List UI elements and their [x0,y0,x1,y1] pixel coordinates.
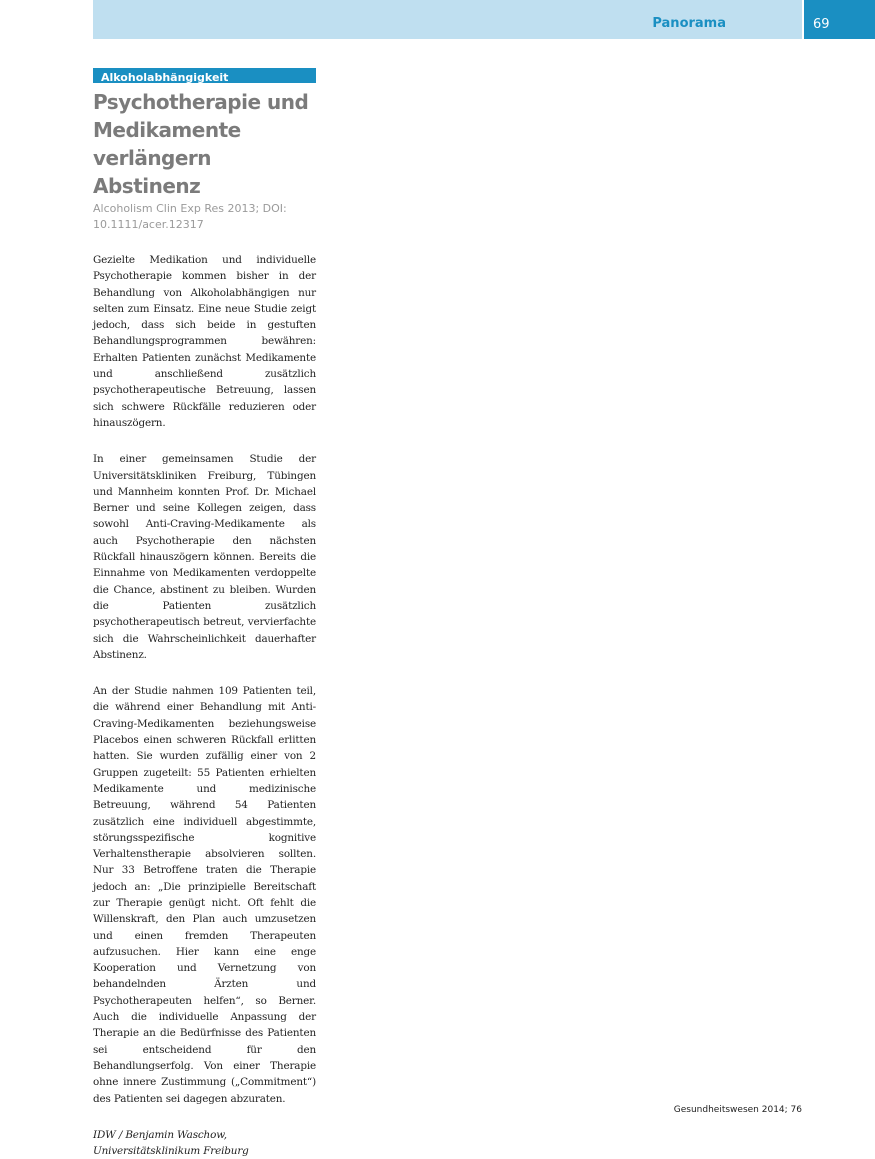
page-number: 69 [813,17,830,32]
category-bar [93,68,316,83]
header-band [93,0,802,39]
page-number-box [804,0,875,39]
article-headline: Psychotherapie und Medikamente verlängern Abstinenz [93,90,309,198]
article-citation: Alcoholism Clin Exp Res 2013; DOI: 10.1111/acer.12317 [93,202,287,231]
paragraph: An der Studie nahmen 109 Patienten teil, die während einer Behandlung mit Anti-Craving-Medikamenten beziehungsweise Placebos einen schweren Rückfall erlitten hatten. Sie wurden zufällig einer von 2 Gruppen zugeteilt: 55 Patienten erhielten Medikamente und medizinische Betreuung, während 54 Patienten zusätzlich eine individuell abgestimmte, störungsspezifische kognitive Verhaltenstherapie absolvieren sollten. Nur 33 Betroffene traten die Therapie jedoch an: „Die prinzipielle Bereitschaft zur Therapie genügt nicht. Oft fehlt die Willenskraft, den Plan auch umzusetzen und einen fremden Therapeuten aufzusuchen. Hier kann eine enge Kooperation und Vernetzung von behandelnden Ärzten und Psychotherapeuten helfen“, so Berner. Auch die individuelle Anpassung der Therapie an die Bedürfnisse des Patienten sei entscheidend für den Behandlungserfolg. Von einer Therapie ohne innere Zustimmung („Commitment“) des Patienten sei dagegen abzuraten. [93,685,316,1105]
article-credit: IDW / Benjamin Waschow, Universitätsklinikum Freiburg [93,1128,249,1158]
section-label: Panorama [652,16,726,31]
article [93,68,316,1159]
article-body [93,252,316,1159]
paragraph: Gezielte Medikation und individuelle Psychotherapie kommen bisher in der Behandlung von Alkoholabhängigen nur selten zum Einsatz. Eine neue Studie zeigt jedoch, dass sich beide in gestuften Behandlungsprogrammen bewähren: Erhalten Patienten zunächst Medikamente und anschließend zusätzlich psychotherapeutische Betreuung, lassen sich schwere Rückfälle reduzieren oder hinauszögern. [93,254,316,429]
journal-footer: Gesundheitswesen 2014; 76 [673,1105,802,1115]
category-label: Alkoholabhängigkeit [101,71,229,84]
paragraph: In einer gemeinsamen Studie der Universitätskliniken Freiburg, Tübingen und Mannheim konnten Prof. Dr. Michael Berner und seine Kollegen zeigen, dass sowohl Anti-Craving-Medikamente als auch Psychotherapie den nächsten Rückfall hinauszögern können. Bereits die Einnahme von Medikamenten verdoppelte die Chance, abstinent zu bleiben. Wurden die Patienten zusätzlich psychotherapeutisch betreut, vervierfachte sich die Wahrscheinlichkeit dauerhafter Abstinenz. [93,453,316,661]
